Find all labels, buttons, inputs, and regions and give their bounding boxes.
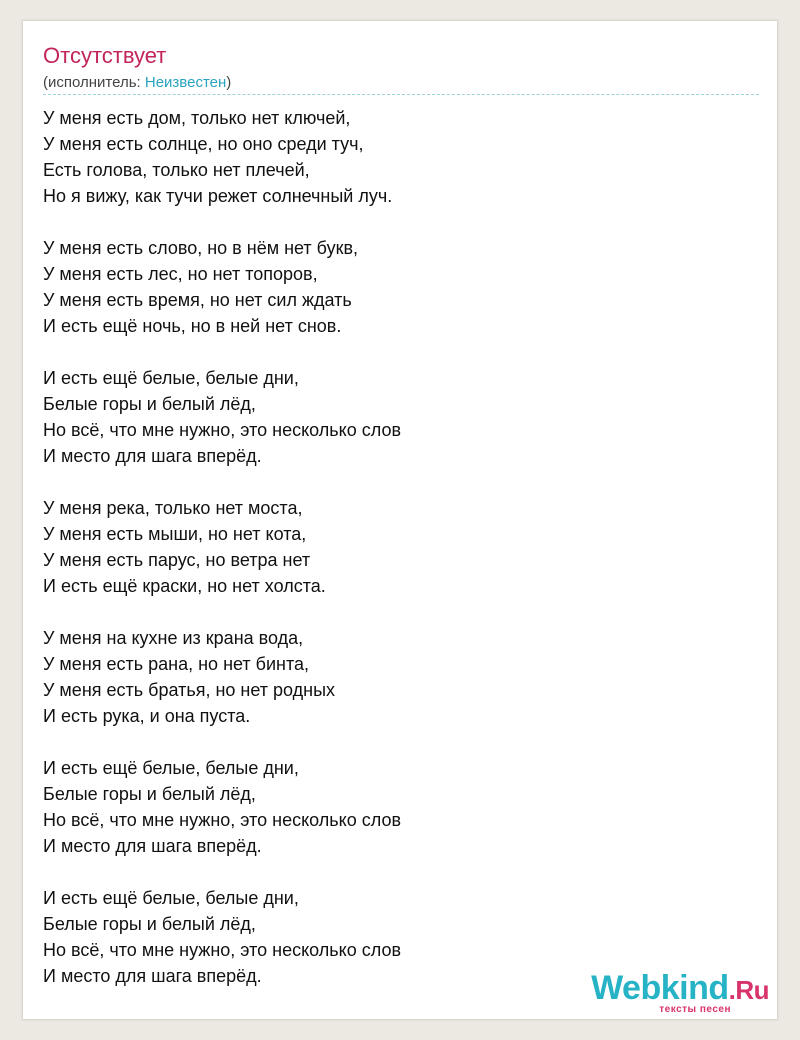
lyric-line: И место для шага вперёд. (43, 446, 262, 466)
lyrics-stanza (43, 495, 401, 599)
lyrics-body (43, 105, 401, 1015)
artist-suffix: ) (226, 74, 232, 91)
song-title: Отсутствует (43, 43, 167, 68)
lyrics-stanza (43, 625, 401, 729)
lyric-line: У меня река, только нет моста, (43, 498, 303, 518)
lyric-line: Но всё, что мне нужно, это несколько слов (43, 420, 402, 440)
logo-brand: Webkind (591, 969, 729, 1007)
lyric-line: И есть ещё белые, белые дни, (43, 888, 299, 908)
lyrics-stanza (43, 235, 401, 339)
lyrics-stanza (43, 365, 401, 469)
lyrics-stanza (43, 105, 401, 209)
lyric-line: И есть ещё белые, белые дни, (43, 758, 299, 778)
lyric-line: У меня есть время, но нет сил ждать (43, 290, 352, 310)
lyric-line: Белые горы и белый лёд, (43, 784, 256, 804)
lyrics-stanza (43, 885, 401, 989)
lyric-line: И есть ещё ночь, но в ней нет снов. (43, 316, 342, 336)
lyric-line: У меня есть братья, но нет родных (43, 680, 336, 700)
lyric-line: У меня есть мыши, но нет кота, (43, 524, 307, 544)
logo-tld: .Ru (728, 975, 769, 1005)
lyric-line: Но всё, что мне нужно, это несколько слов (43, 810, 402, 830)
artist-link[interactable]: Неизвестен (144, 74, 227, 91)
logo-wordmark (591, 970, 769, 1008)
lyric-line: У меня есть слово, но в нём нет букв, (43, 238, 359, 258)
lyric-line: И место для шага вперёд. (43, 836, 262, 856)
lyric-line: У меня есть рана, но нет бинта, (43, 654, 310, 674)
lyric-line: У меня есть парус, но ветра нет (43, 550, 311, 570)
lyric-line: Белые горы и белый лёд, (43, 914, 256, 934)
lyric-line: И есть рука, и она пуста. (43, 706, 251, 726)
lyric-line: И есть ещё белые, белые дни, (43, 368, 299, 388)
lyric-line: Есть голова, только нет плечей, (43, 160, 310, 180)
header-divider (43, 94, 759, 95)
lyric-line: Но всё, что мне нужно, это несколько слов (43, 940, 402, 960)
lyrics-card (22, 20, 778, 1020)
lyric-line: Белые горы и белый лёд, (43, 394, 256, 414)
lyrics-stanza (43, 755, 401, 859)
lyric-line: Но я вижу, как тучи режет солнечный луч. (43, 186, 393, 206)
lyric-line: У меня есть дом, только нет ключей, (43, 108, 351, 128)
lyric-line: И место для шага вперёд. (43, 966, 262, 986)
site-logo[interactable] (591, 970, 769, 1015)
artist-line (43, 73, 231, 93)
logo-tagline: тексты песен (659, 1004, 731, 1015)
lyric-line: У меня есть солнце, но оно среди туч, (43, 134, 364, 154)
lyric-line: И есть ещё краски, но нет холста. (43, 576, 326, 596)
lyric-line: У меня есть лес, но нет топоров, (43, 264, 318, 284)
lyric-line: У меня на кухне из крана вода, (43, 628, 304, 648)
artist-prefix: (исполнитель: (43, 74, 145, 91)
